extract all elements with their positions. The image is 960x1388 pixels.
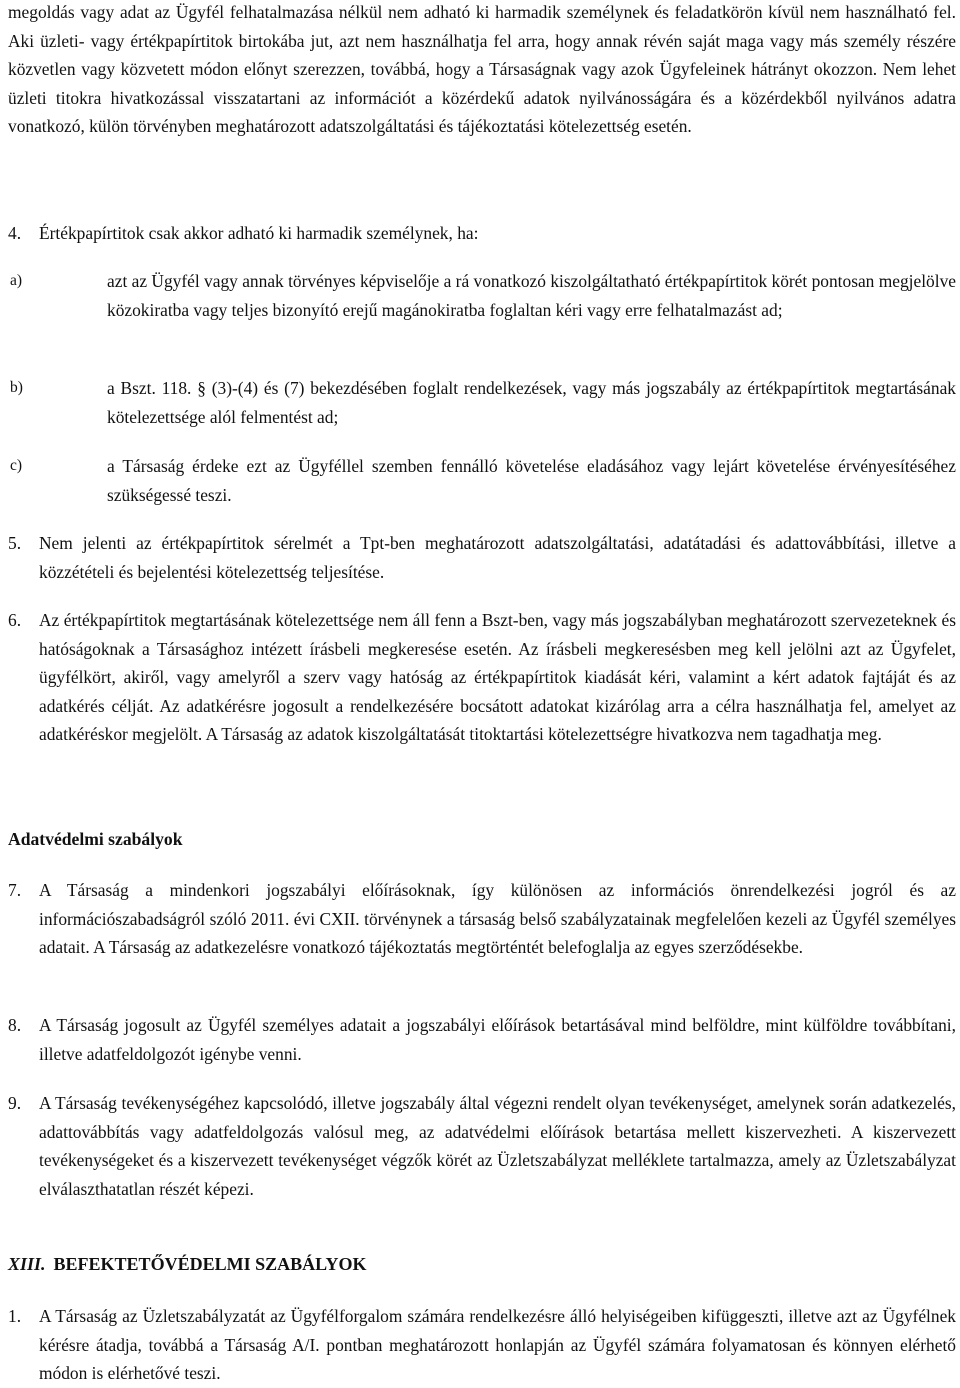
item-text: A Társaság az Üzletszabályzatát az Ügyfélforgalom számára rendelkezésre álló helyiségeiben kifüggeszti, illetve azt az Ügyfélnek kérésre átadja, továbbá a Társaság A/I. pontban meghatározott honlapján az Ügyfél számára folyamatosan és könnyen elérhető módon is elérhetővé teszi.: [39, 1306, 956, 1384]
item-number: 6.: [8, 610, 22, 630]
item-text: A Társaság jogosult az Ügyfél személyes adatait a jogszabályi előírások betartásával mind belföldre, mint külföldre továbbítani, illetve adatfeldolgozót igénybe venni.: [39, 1015, 956, 1064]
item-number: 7.: [8, 880, 22, 900]
subitem-label: c): [10, 457, 23, 474]
paragraph-continued: megoldás vagy adat az Ügyfél felhatalmazása nélkül nem adható ki harmadik személynek és feladatkörön kívül nem használható fel. Aki üzleti- vagy értékpapírtitok birtokába jut, azt nem használhatja fel arra, hogy annak révén saját maga vagy más személy részére közvetlen vagy közvetett módon előnyt szerezzen, továbbá, hogy a Társaságnak vagy azok Ügyfeleinek hátrányt okozzon. Nem lehet üzleti titokra hivatkozással visszatartani az információt a közérdekű adatok nyilvánosságára és a közérdekből nyilvános adatra vonatkozó, külön törvényben meghatározott adatszolgáltatási és tájékoztatási kötelezettség esetén.: [8, 2, 956, 137]
subitem-label: a): [10, 272, 23, 289]
subitem-text: azt az Ügyfél vagy annak törvényes képviselője a rá vonatkozó kiszolgáltatható értékpapírtitok körét pontosan megjelölve közokiratba vagy teljes bizonyító erejű magánokiratba foglaltan kéri vagy erre felhatalmazást ad;: [107, 271, 956, 320]
chapter-title: BEFEKTETŐVÉDELMI SZABÁLYOK: [53, 1254, 367, 1274]
item-text: A Társaság a mindenkori jogszabályi előírásoknak, így különösen az információs önrendelkezési jogról és az információszabadságról szóló 2011. évi CXII. törvénynek a társaság belső szabályzatainak megfelelően kezeli az Ügyfél személyes adatait. A Társaság az adatkezelésre vonatkozó tájékoztatás megtörténtét belefoglalja az egyes szerződésekbe.: [39, 880, 956, 958]
list-item-8: [8, 1011, 956, 1068]
item-text: Értékpapírtitok csak akkor adható ki harmadik személynek, ha:: [39, 223, 479, 243]
list-item-5: [8, 529, 956, 586]
list-item-xiii-1: [8, 1302, 956, 1388]
subitem-b: [10, 374, 956, 431]
subitem-label: b): [10, 379, 23, 396]
item-number: 4.: [8, 223, 22, 243]
item-text: Nem jelenti az értékpapírtitok sérelmét a Tpt-ben meghatározott adatszolgáltatási, adatátadási és adattovábbítási, illetve a közzétételi és bejelentési kötelezettség teljesítése.: [39, 533, 956, 582]
section-heading-adatvedelmi: Adatvédelmi szabályok: [8, 829, 183, 849]
item-number: 8.: [8, 1015, 22, 1035]
list-item-9: [8, 1089, 956, 1203]
subitem-text: a Társaság érdeke ezt az Ügyféllel szemben fennálló követelése eladásához vagy lejárt követelése érvényesítéséhez szükségessé teszi.: [107, 456, 956, 505]
subitem-a: [10, 267, 956, 324]
list-item-7: [8, 876, 956, 962]
list-item-4: [8, 219, 956, 248]
item-text: Az értékpapírtitok megtartásának kötelezettsége nem áll fenn a Bszt-ben, vagy más jogszabályban meghatározott szervezeteknek és hatóságoknak a Társasághoz intézett írásbeli megkeresése esetén. Az írásbeli megkeresésben meg kell jelölni azt az Ügyfelet, ügyfélkört, akiről, vagy amelyről a szerv vagy hatóság az értékpapírtitok kiadását kéri, valamint a kért adatok fajtáját és az adatkérés célját. Az adatkérésre jogosult a rendelkezésére bocsátott adatokat kizárólag arra a célra használhatja fel, amelyet az adatkéréskor megjelölt. A Társaság az adatok kiszolgáltatását titoktartási kötelezettségre hivatkozva nem tagadhatja meg.: [39, 610, 956, 745]
item-number: 9.: [8, 1093, 22, 1113]
subitem-c: [10, 452, 956, 509]
item-number: 1.: [8, 1306, 22, 1326]
list-item-6: [8, 606, 956, 749]
chapter-number: XIII.: [8, 1254, 46, 1274]
item-number: 5.: [8, 533, 22, 553]
subitem-text: a Bszt. 118. § (3)-(4) és (7) bekezdésében foglalt rendelkezések, vagy más jogszabály az értékpapírtitok megtartásának kötelezettsége alól felmentést ad;: [107, 378, 956, 427]
chapter-heading-xiii: [8, 1254, 366, 1275]
item-text: A Társaság tevékenységéhez kapcsolódó, illetve jogszabály által végezni rendelt olyan tevékenységet, amelynek során adatkezelés, adattovábbítás vagy adatfeldolgozás valósul meg, az adatvédelmi előírások betartása mellett kiszervezheti. A kiszervezett tevékenységeket és a kiszervezett tevékenységet végzők körét az Üzletszabályzat melléklete tartalmazza, amely az Üzletszabályzat elválaszthatatlan részét képezi.: [39, 1093, 956, 1199]
